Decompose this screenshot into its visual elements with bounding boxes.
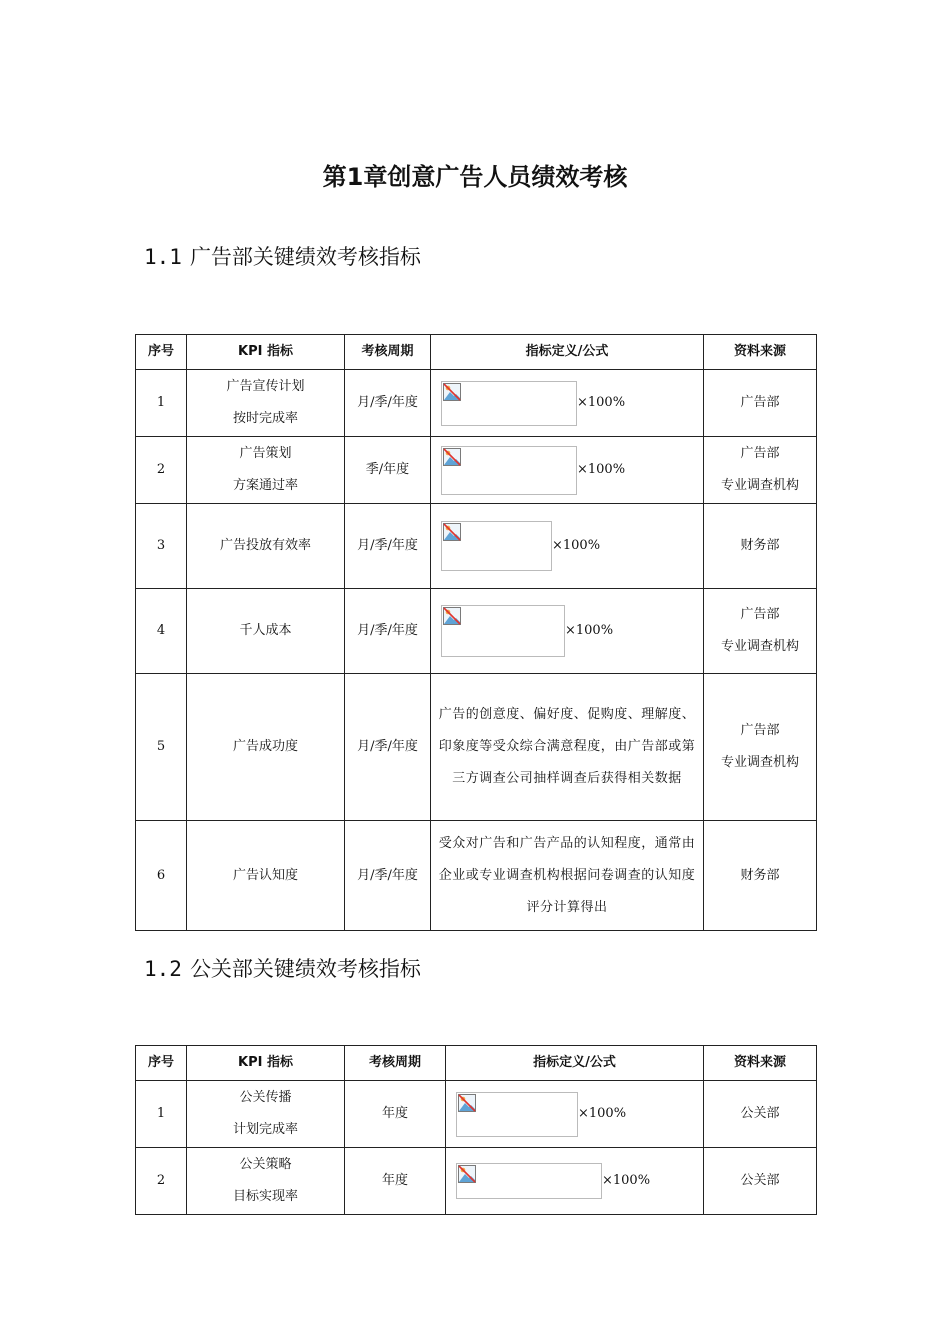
source-line: 广告部 [740, 395, 780, 410]
col-header-definition: 指标定义/公式 [446, 1046, 704, 1081]
broken-image-icon [443, 523, 461, 541]
formula-cell [431, 370, 704, 437]
col-header-source: 资料来源 [704, 335, 817, 370]
period: 季/年度 [345, 437, 431, 504]
source [704, 370, 817, 437]
kpi-line: 广告策划 [239, 446, 292, 461]
row-number: 2 [136, 437, 187, 504]
row-number: 5 [136, 674, 187, 821]
formula-multiplier: ×100% [565, 623, 614, 638]
kpi-line: 方案通过率 [232, 478, 298, 493]
period: 月/季/年度 [345, 589, 431, 674]
section-title: 广告部关键绩效考核指标 [189, 245, 421, 269]
formula-image [441, 381, 577, 426]
formula-multiplier: ×100% [577, 395, 626, 410]
table-row [136, 437, 817, 504]
broken-image-icon [458, 1165, 476, 1183]
source [704, 589, 817, 674]
period: 月/季/年度 [345, 821, 431, 931]
ad-dept-kpi-table [135, 334, 817, 931]
source [704, 1148, 817, 1215]
col-header-kpi: KPI 指标 [187, 335, 345, 370]
definition-text: 广告的创意度、偏好度、促购度、理解度、印象度等受众综合满意程度，由广告部或第三方调查公司抽样调查后获得相关数据 [431, 674, 704, 821]
kpi-name [187, 1081, 345, 1148]
formula-cell [431, 589, 704, 674]
period: 年度 [345, 1148, 446, 1215]
col-header-period: 考核周期 [345, 1046, 446, 1081]
source-line: 公关部 [740, 1173, 780, 1188]
kpi-line: 公关传播 [239, 1090, 292, 1105]
row-number: 2 [136, 1148, 187, 1215]
broken-image-icon [443, 383, 461, 401]
table-row [136, 821, 817, 931]
kpi-name [187, 437, 345, 504]
source [704, 437, 817, 504]
formula-multiplier: ×100% [578, 1106, 627, 1121]
source-line: 财务部 [740, 538, 780, 553]
period: 月/季/年度 [345, 504, 431, 589]
source [704, 504, 817, 589]
period: 月/季/年度 [345, 370, 431, 437]
source [704, 821, 817, 931]
kpi-name [187, 821, 345, 931]
col-header-no: 序号 [136, 335, 187, 370]
page-title: 第1章创意广告人员绩效考核 [322, 163, 628, 191]
section-number: 1.2 [144, 957, 182, 981]
row-number: 1 [136, 1081, 187, 1148]
formula-image [456, 1092, 578, 1137]
col-header-source: 资料来源 [704, 1046, 817, 1081]
table-row [136, 589, 817, 674]
formula-cell [431, 437, 704, 504]
formula-cell [446, 1148, 704, 1215]
col-header-period: 考核周期 [345, 335, 431, 370]
source-line: 财务部 [740, 867, 780, 883]
col-header-no: 序号 [136, 1046, 187, 1081]
kpi-line: 按时完成率 [232, 411, 298, 426]
col-header-kpi: KPI 指标 [187, 1046, 345, 1081]
formula-multiplier: ×100% [552, 538, 601, 553]
kpi-name [187, 1148, 345, 1215]
formula-image [441, 521, 552, 571]
row-number: 3 [136, 504, 187, 589]
source-line: 广告部 [740, 723, 780, 738]
kpi-line: 广告认知度 [232, 867, 298, 883]
kpi-line: 广告成功度 [232, 739, 298, 754]
row-number: 6 [136, 821, 187, 931]
section-heading-1-2 [144, 953, 421, 983]
table-header-row [136, 1046, 817, 1081]
table-row [136, 674, 817, 821]
formula-cell [446, 1081, 704, 1148]
formula-cell [431, 504, 704, 589]
source [704, 674, 817, 821]
table-header-row [136, 335, 817, 370]
broken-image-icon [443, 607, 461, 625]
source-line: 广告部 [740, 446, 780, 461]
source-line: 公关部 [740, 1106, 780, 1121]
kpi-line: 广告投放有效率 [219, 538, 311, 553]
row-number: 1 [136, 370, 187, 437]
kpi-name [187, 370, 345, 437]
table-row [136, 1148, 817, 1215]
formula-image [441, 446, 577, 495]
period: 年度 [345, 1081, 446, 1148]
kpi-name [187, 504, 345, 589]
kpi-name [187, 674, 345, 821]
source-line: 专业调查机构 [720, 478, 799, 493]
formula-image [441, 605, 565, 657]
broken-image-icon [443, 448, 461, 466]
kpi-line: 目标实现率 [232, 1189, 298, 1204]
formula-multiplier: ×100% [602, 1173, 651, 1188]
period: 月/季/年度 [345, 674, 431, 821]
col-header-definition: 指标定义/公式 [431, 335, 704, 370]
source-line: 专业调查机构 [720, 639, 799, 654]
row-number: 4 [136, 589, 187, 674]
source [704, 1081, 817, 1148]
section-number: 1.1 [144, 245, 182, 269]
kpi-line: 广告宣传计划 [226, 379, 305, 394]
section-heading-1-1 [144, 241, 421, 271]
table-row [136, 370, 817, 437]
formula-multiplier: ×100% [577, 462, 626, 477]
kpi-name [187, 589, 345, 674]
source-line: 专业调查机构 [720, 755, 799, 770]
broken-image-icon [458, 1094, 476, 1112]
pr-dept-kpi-table [135, 1045, 817, 1215]
kpi-line: 计划完成率 [232, 1122, 298, 1137]
section-title: 公关部关键绩效考核指标 [189, 957, 421, 981]
table-row [136, 504, 817, 589]
source-line: 广告部 [740, 607, 780, 622]
kpi-line: 千人成本 [239, 623, 292, 638]
kpi-line: 公关策略 [239, 1157, 292, 1172]
formula-image [456, 1163, 602, 1199]
table-row [136, 1081, 817, 1148]
definition-text: 受众对广告和广告产品的认知程度，通常由企业或专业调查机构根据问卷调查的认知度评分计算得出 [431, 821, 704, 931]
